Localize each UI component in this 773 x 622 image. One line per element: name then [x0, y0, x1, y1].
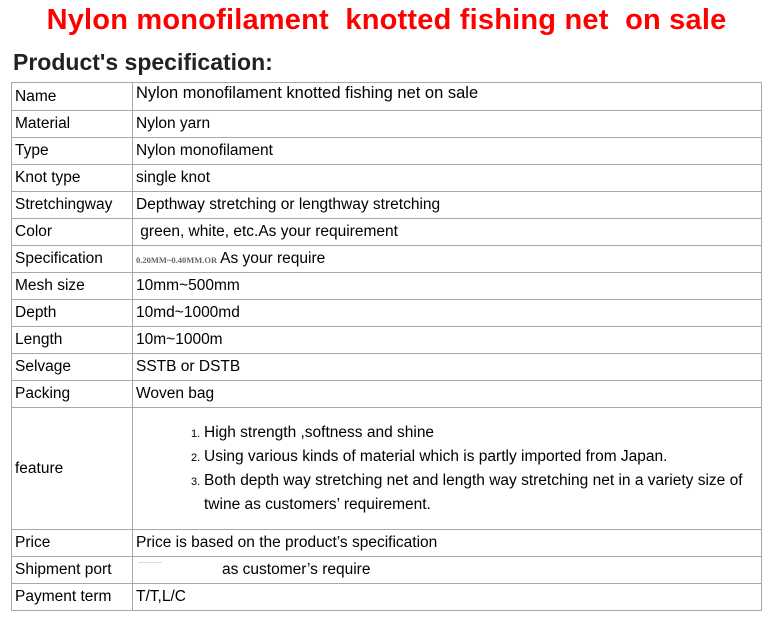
- list-number: 1.: [191, 427, 201, 440]
- row-value: 10m~1000m: [133, 327, 762, 354]
- specification-table: [11, 82, 762, 611]
- spec-range-text: 0.20MM~0.40MM.OR: [136, 254, 218, 265]
- row-label: Shipment port: [12, 557, 133, 584]
- color-value: green, white, etc.As your requirement: [136, 223, 398, 240]
- row-label: Material: [12, 111, 133, 138]
- row-label: Payment term: [12, 584, 133, 611]
- row-value: [133, 408, 762, 530]
- row-value: 10md~1000md: [133, 300, 762, 327]
- row-value: [133, 219, 762, 246]
- spec-value-text: As your require: [220, 249, 326, 267]
- table-row: [12, 381, 762, 408]
- table-row: [12, 192, 762, 219]
- table-row: [12, 246, 762, 273]
- row-label: Price: [12, 530, 133, 557]
- row-value: [133, 246, 762, 273]
- feature-text: Both depth way stretching net and length way stretching net in a variety size of twine as customers’ requirement.: [204, 471, 743, 513]
- row-value: [133, 557, 762, 584]
- table-row: [12, 273, 762, 300]
- row-label: Packing: [12, 381, 133, 408]
- row-label: Mesh size: [12, 273, 133, 300]
- list-item: [191, 445, 761, 469]
- row-label: Selvage: [12, 354, 133, 381]
- row-label: Color: [12, 219, 133, 246]
- row-label: Knot type: [12, 165, 133, 192]
- row-value: single knot: [133, 165, 762, 192]
- table-row: [12, 327, 762, 354]
- table-row: [12, 584, 762, 611]
- feature-text: High strength ,softness and shine: [204, 423, 435, 441]
- row-label: Depth: [12, 300, 133, 327]
- list-item: [191, 469, 761, 517]
- list-number: 3.: [191, 475, 201, 488]
- table-row: [12, 83, 762, 111]
- table-row: [12, 165, 762, 192]
- row-value: Depthway stretching or lengthway stretching: [133, 192, 762, 219]
- table-row: [12, 138, 762, 165]
- blank-image-placeholder: [136, 562, 222, 574]
- table-row: [12, 408, 762, 530]
- table-row: [12, 354, 762, 381]
- table-row: [12, 530, 762, 557]
- row-value: Nylon monofilament knotted fishing net on sale: [133, 83, 762, 111]
- table-row: [12, 111, 762, 138]
- shipment-value-text: as customer’s require: [222, 561, 371, 578]
- row-value: Nylon monofilament: [133, 138, 762, 165]
- section-heading: Product's specification:: [13, 49, 273, 75]
- table-row: [12, 300, 762, 327]
- row-value: Nylon yarn: [133, 111, 762, 138]
- row-label: Type: [12, 138, 133, 165]
- row-label: Stretchingway: [12, 192, 133, 219]
- row-label: Length: [12, 327, 133, 354]
- row-value: SSTB or DSTB: [133, 354, 762, 381]
- row-value: Price is based on the product’s specification: [133, 530, 762, 557]
- row-value: Woven bag: [133, 381, 762, 408]
- feature-list: [136, 421, 761, 517]
- row-label: Specification: [12, 246, 133, 273]
- row-value: T/T,L/C: [133, 584, 762, 611]
- table-row: [12, 219, 762, 246]
- row-value: 10mm~500mm: [133, 273, 762, 300]
- list-item: [191, 421, 761, 445]
- list-number: 2.: [191, 451, 201, 464]
- table-row: [12, 557, 762, 584]
- page-title: Nylon monofilament knotted fishing net on sale: [46, 4, 727, 36]
- feature-text: Using various kinds of material which is partly imported from Japan.: [204, 447, 668, 465]
- row-label: Name: [12, 83, 133, 111]
- row-label: feature: [12, 408, 133, 530]
